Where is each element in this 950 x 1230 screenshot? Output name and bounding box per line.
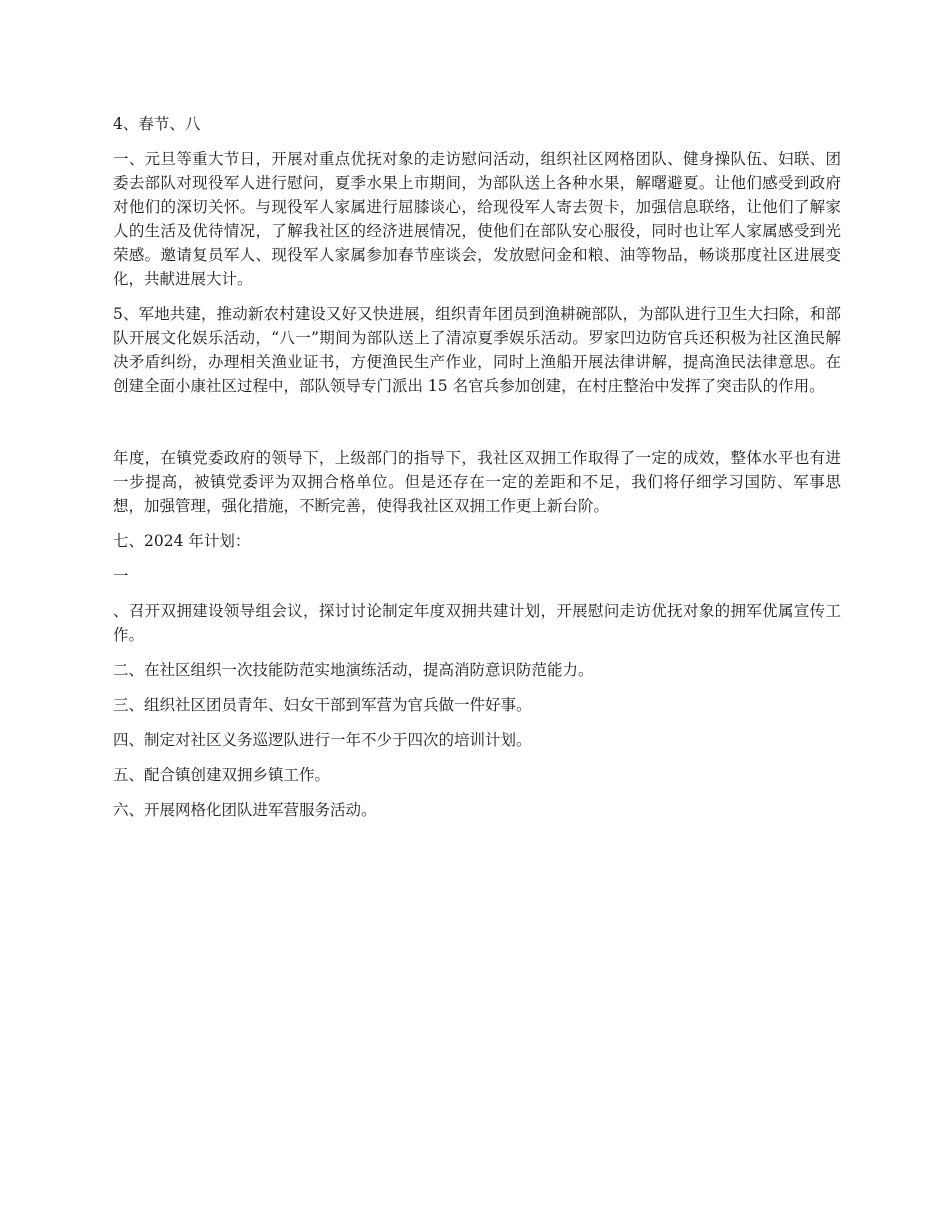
paragraph-plan-item-3: 三、组织社区团员青年、妇女干部到军营为官兵做一件好事。 bbox=[113, 696, 532, 714]
paragraph-plan-item-1-marker: 一 bbox=[113, 567, 129, 585]
paragraph-plan-item-1: 、召开双拥建设领导组会议，探讨讨论制定年度双拥共建计划，开展慰问走访优抚对象的拥军优属宣传工作。 bbox=[113, 602, 841, 644]
paragraph-plan-item-5: 五、配合镇创建双拥乡镇工作。 bbox=[113, 766, 331, 784]
paragraph-annual-summary: 年度，在镇党委政府的领导下，上级部门的指导下，我社区双拥工作取得了一定的成效，整体水平也有进一步提高，被镇党委评为双拥合格单位。但是还存在一定的差距和不足，我们将仔细学习国防、军事思想，加强管理，强化措施，不断完善，使得我社区双拥工作更上新台阶。 bbox=[113, 449, 841, 515]
paragraph-plan-item-6: 六、开展网格化团队进军营服务活动。 bbox=[113, 801, 377, 819]
paragraph-spacer bbox=[113, 409, 841, 446]
paragraph-plan-heading: 七、2024 年计划： bbox=[113, 532, 251, 550]
paragraph-military-civilian-cobuild: 5、军地共建，推动新农村建设又好又快进展，组织青年团员到渔耕碗部队，为部队进行卫生大扫除，和部队开展文化娱乐活动，“八一”期间为部队送上了清凉夏季娱乐活动。罗家凹边防官兵还积极为社区渔民解决矛盾纠纷，办理相关渔业证书，方便渔民生产作业，同时上渔船开展法律讲解，提高渔民法律意思。在创建全面小康社区过程中，部队领导专门派出 15 名官兵参加创建，在村庄整治中发挥了突击队的作用。 bbox=[113, 305, 841, 395]
paragraph-plan-item-2: 二、在社区组织一次技能防范实地演练活动，提高消防意识防范能力。 bbox=[113, 661, 594, 679]
paragraph-holiday-visits: 一、元旦等重大节日，开展对重点优抚对象的走访慰问活动，组织社区网格团队、健身操队伍、妇联、团委去部队对现役军人进行慰问，夏季水果上市期间，为部队送上各种水果，解曙避夏。让他们感受到政府对他们的深切关怀。与现役军人家属进行屈膝谈心，给现役军人寄去贺卡，加强信息联络，让他们了解家人的生活及优待情况，了解我社区的经济进展情况，使他们在部队安心服役，同时也让军人家属感受到光荣感。邀请复员军人、现役军人家属参加春节座谈会，发放慰问金和粮、油等物品，畅谈那度社区进展变化，共献进展大计。 bbox=[113, 150, 841, 288]
document-page bbox=[113, 112, 841, 833]
paragraph-plan-item-4: 四、制定对社区义务巡逻队进行一年不少于四次的培训计划。 bbox=[113, 731, 532, 749]
paragraph-section-4-heading: 4、春节、八 bbox=[113, 115, 201, 133]
